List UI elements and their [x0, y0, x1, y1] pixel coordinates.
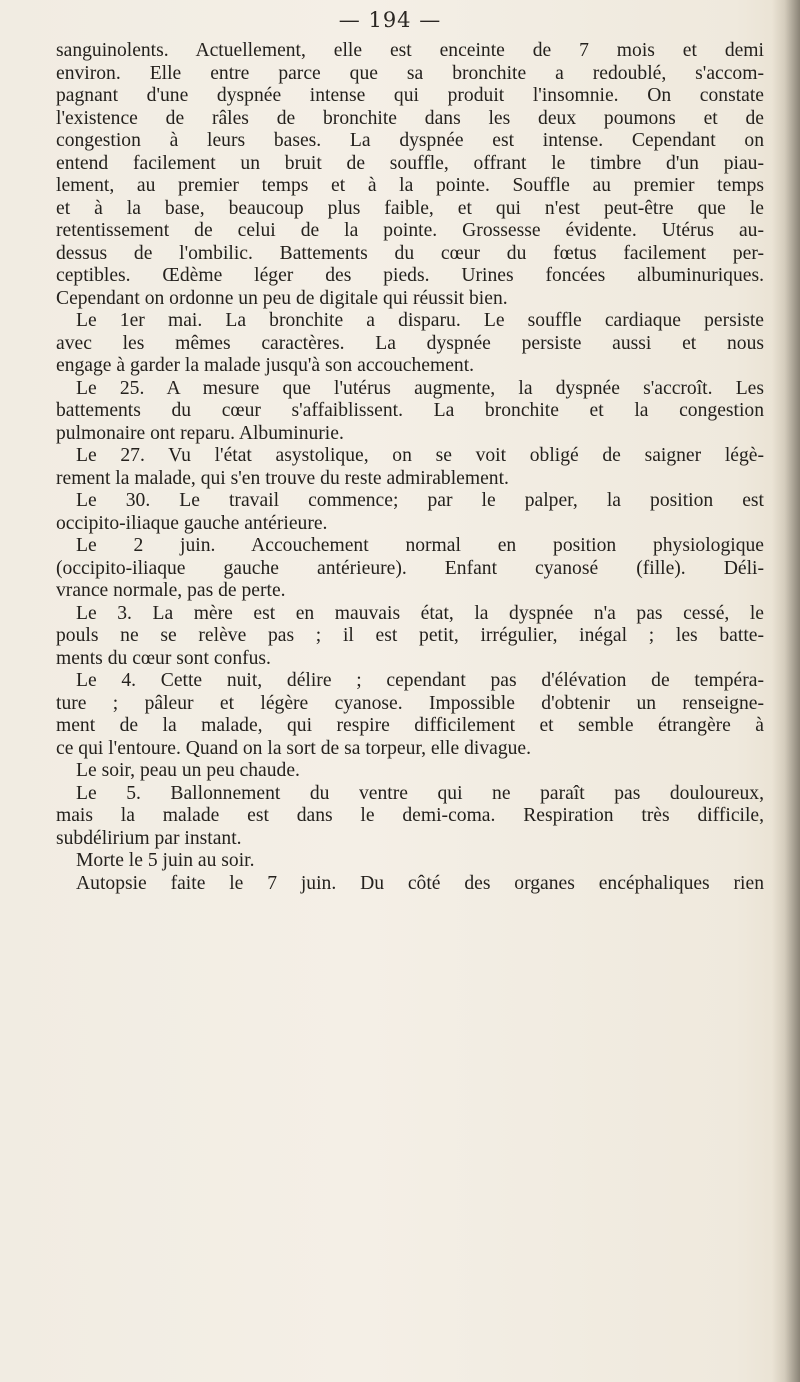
text-line: battements du cœur s'affaiblissent. La bronchite et la congestion [56, 400, 764, 421]
text-line: mais la malade est dans le demi-coma. Respiration très difficile, [56, 805, 764, 826]
text-line: pulmonaire ont reparu. Albuminurie. [56, 422, 344, 444]
text-line: Morte le 5 juin au soir. [76, 850, 255, 871]
text-line: Le 25. A mesure que l'utérus augmente, la dyspnée s'accroît. Les [76, 377, 764, 399]
text-line: (occipito-iliaque gauche antérieure). Enfant cyanosé (fille). Déli- [56, 557, 764, 579]
text-line: pagnant d'une dyspnée intense qui produit l'insomnie. On constate [56, 85, 764, 106]
text-line: ceptibles. Œdème léger des pieds. Urines foncées albuminuriques. [56, 265, 764, 286]
text-line: Cependant on ordonne un peu de digitale qui réussit bien. [56, 287, 508, 309]
text-line: Le 27. Vu l'état asystolique, on se voit obligé de saigner légè- [76, 445, 764, 466]
text-line: Le 1er mai. La bronchite a disparu. Le souffle cardiaque persiste [76, 310, 764, 331]
text-line: Le 4. Cette nuit, délire ; cependant pas d'élévation de tempéra- [76, 670, 764, 691]
text-line: entend facilement un bruit de souffle, offrant le timbre d'un piau- [56, 152, 764, 174]
text-line: pouls ne se relève pas ; il est petit, irrégulier, inégal ; les batte- [56, 625, 764, 646]
page-edge-shadow [772, 0, 800, 1382]
text-line: ture ; pâleur et légère cyanose. Impossible d'obtenir un renseigne- [56, 692, 764, 714]
text-line: ments du cœur sont confus. [56, 647, 271, 669]
text-line: et à la base, beaucoup plus faible, et qui n'est peut-être que le [56, 197, 764, 219]
page-number: — 194 — [338, 8, 442, 32]
text-line: rement la malade, qui s'en trouve du reste admirablement. [56, 467, 509, 489]
text-line: Le 3. La mère est en mauvais état, la dyspnée n'a pas cessé, le [76, 602, 764, 624]
text-line: l'existence de râles de bronchite dans les deux poumons et de [56, 107, 764, 129]
text-line: environ. Elle entre parce que sa bronchite a redoublé, s'accom- [56, 62, 764, 84]
text-line: avec les mêmes caractères. La dyspnée persiste aussi et nous [56, 332, 764, 354]
text-line: congestion à leurs bases. La dyspnée est intense. Cependant on [56, 130, 764, 151]
text-line: Le 30. Le travail commence; par le palper, la position est [76, 490, 764, 511]
text-line: sanguinolents. Actuellement, elle est enceinte de 7 mois et demi [56, 40, 764, 61]
text-line: Le 5. Ballonnement du ventre qui ne paraît pas douloureux, [76, 782, 764, 804]
body-text [56, 40, 764, 895]
text-line: dessus de l'ombilic. Battements du cœur du fœtus facilement per- [56, 242, 764, 264]
text-line: subdélirium par instant. [56, 827, 242, 849]
text-line: ment de la malade, qui respire difficilement et semble étrangère à [56, 715, 764, 736]
text-line: Le 2 juin. Accouchement normal en position physiologique [76, 535, 764, 556]
text-line: Autopsie faite le 7 juin. Du côté des organes encéphaliques rien [76, 872, 764, 894]
text-line: Le soir, peau un peu chaude. [76, 760, 300, 781]
text-line: vrance normale, pas de perte. [56, 580, 286, 601]
text-line: lement, au premier temps et à la pointe. Souffle au premier temps [56, 175, 764, 196]
text-line: occipito-iliaque gauche antérieure. [56, 512, 328, 534]
text-line: engage à garder la malade jusqu'à son accouchement. [56, 355, 475, 376]
text-line: retentissement de celui de la pointe. Grossesse évidente. Utérus au- [56, 220, 764, 241]
text-line: ce qui l'entoure. Quand on la sort de sa torpeur, elle divague. [56, 737, 532, 759]
